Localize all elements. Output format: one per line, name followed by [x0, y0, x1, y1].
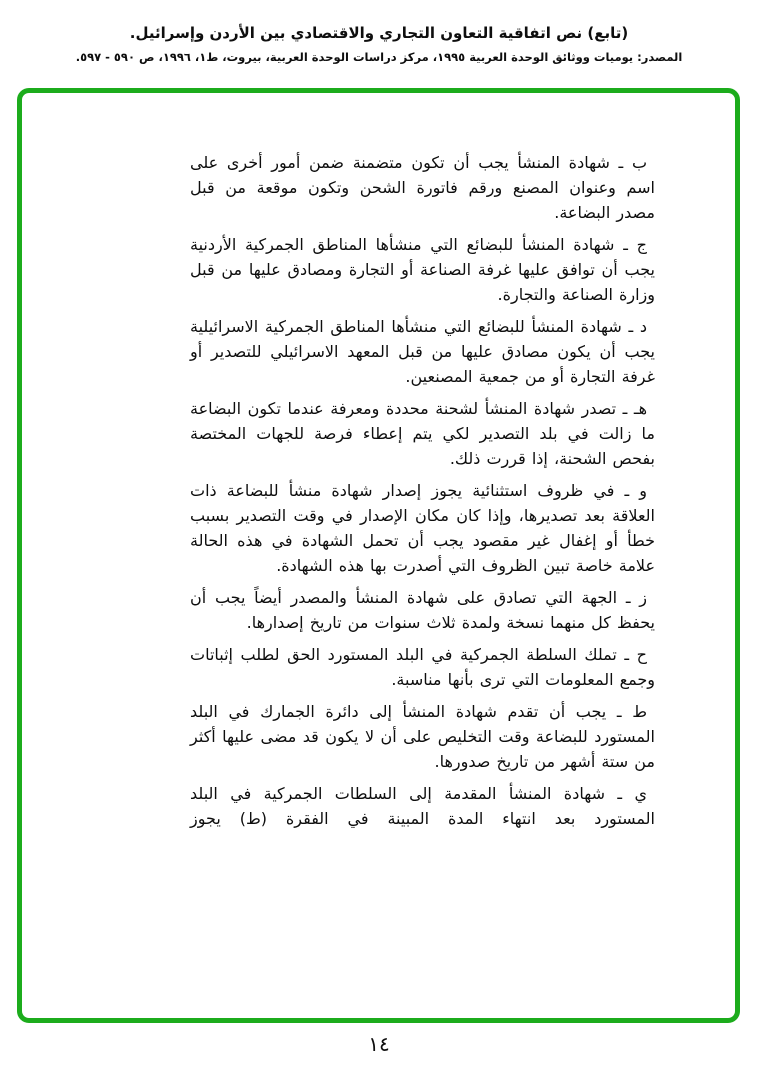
paragraph-tta: ط ـ يجب أن تقدم شهادة المنشأ إلى دائرة الجمارك في البلد المستورد للبضاعة وقت التخليص على أن لا يكون قد مضى عليها أكثر من ستة أشهر من تاريخ صدورها.	[190, 702, 655, 771]
content-frame-border	[17, 88, 740, 1023]
paragraph-ha: هـ ـ تصدر شهادة المنشأ لشحنة محددة ومعرفة عندما تكون البضاعة ما زالت في بلد التصدير لكي يتم إعطاء فرصة للجهات المختصة بفحص الشحنة، إذا قررت ذلك.	[190, 399, 655, 468]
paragraph-dal: د ـ شهادة المنشأ للبضائع التي منشأها المناطق الجمركية الاسرائيلية يجب أن يكون مصادق عليها من قبل المعهد الاسرائيلي للتصدير أو غرفة التجارة أو من جمعية المصنعين.	[190, 317, 655, 386]
document-header	[0, 22, 758, 65]
page-number: ١٤	[368, 1032, 390, 1056]
paragraph-hha: ح ـ تملك السلطة الجمركية في البلد المستورد الحق لطلب إثباتات وجمع المعلومات التي ترى بأنها مناسبة.	[190, 645, 655, 689]
document-body	[190, 150, 655, 838]
paragraph-ba: ب ـ شهادة المنشأ يجب أن تكون متضمنة ضمن أمور أخرى على اسم وعنوان المصنع ورقم فاتورة الشحن وتكون موقعة من قبل مصدر البضاعة.	[190, 153, 655, 222]
document-title: (تابع) نص اتفاقية التعاون التجاري والاقتصادي بين الأردن وإسرائيل.	[129, 24, 629, 42]
paragraph-zay: ز ـ الجهة التي تصادق على شهادة المنشأ والمصدر أيضاً يجب أن يحفظ كل منهما نسخة ولمدة ثلاث سنوات من تاريخ إصدارها.	[190, 588, 655, 632]
paragraph-ya: ي ـ شهادة المنشأ المقدمة إلى السلطات الجمركية في البلد المستورد بعد انتهاء المدة المبينة في الفقرة (ط) يجوز	[190, 784, 655, 828]
document-source-line: المصدر: يوميات ووثائق الوحدة العربية ١٩٩٥، مركز دراسات الوحدة العربية، بيروت، ط١، ١٩٩٦، ص ٥٩٠ - ٥٩٧.	[75, 50, 683, 64]
paragraph-waw: و ـ في ظروف استثنائية يجوز إصدار شهادة منشأ للبضاعة ذات العلاقة بعد تصديرها، وإذا كان مكان الإصدار في وقت التصدير بسبب خطأ أو إغفال غير مقصود يجب أن تحمل الشهادة في هذه الحالة علامة خاصة تبين الظروف التي أصدرت بها هذه الشهادة.	[190, 481, 655, 575]
paragraph-jeem: ج ـ شهادة المنشأ للبضائع التي منشأها المناطق الجمركية الأردنية يجب أن توافق عليها غرفة الصناعة أو التجارة ومصادق عليها من قبل وزارة الصناعة والتجارة.	[190, 235, 655, 304]
